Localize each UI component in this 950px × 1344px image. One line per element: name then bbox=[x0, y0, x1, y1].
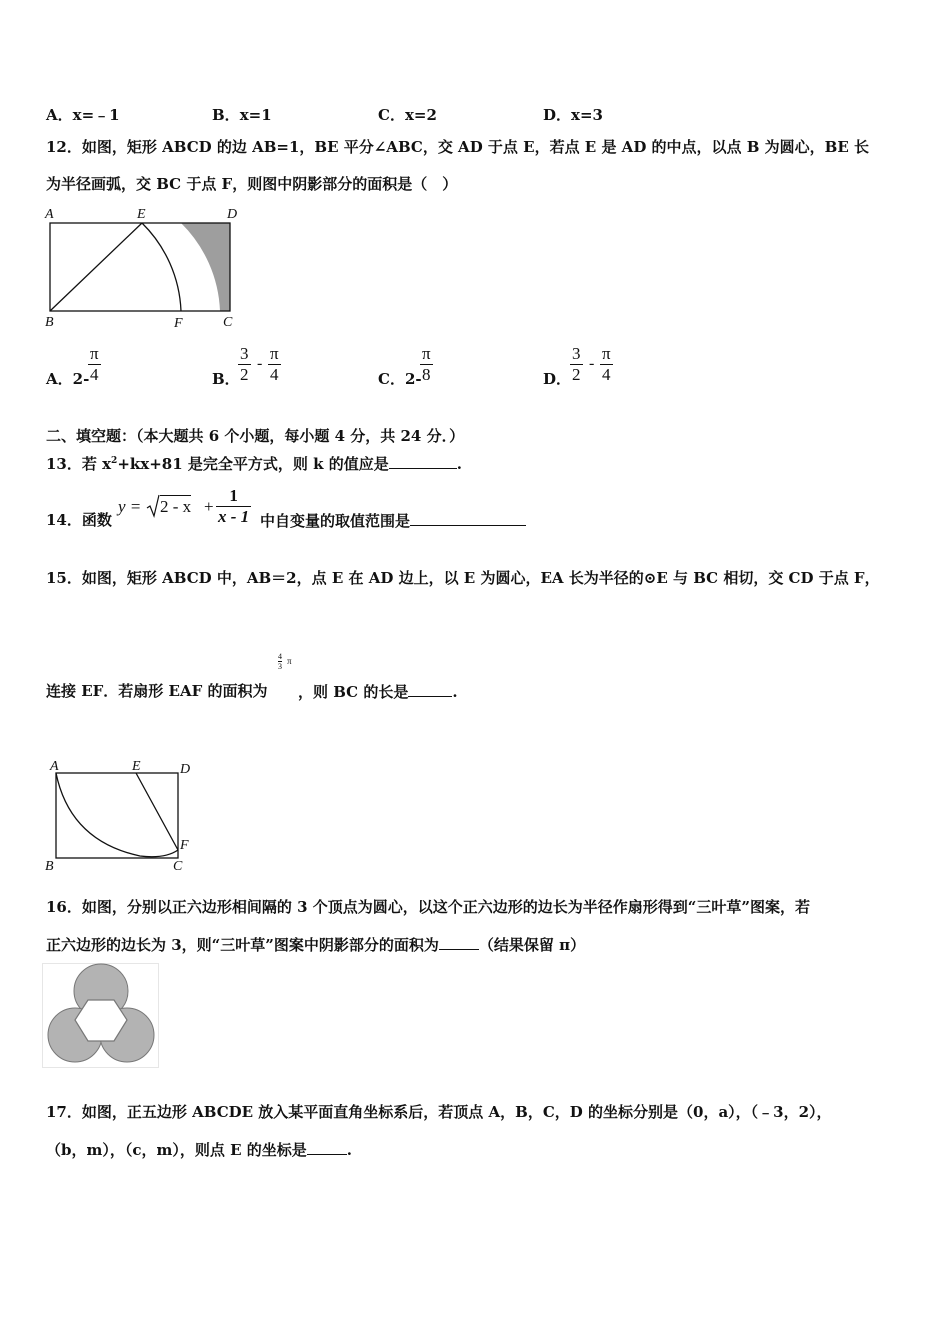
q12-shaded-region bbox=[181, 223, 230, 311]
q15-area-fraction: 4 3 bbox=[278, 652, 282, 671]
q12-option-a-fraction: $\frac{\pi}{4}$ bbox=[90, 344, 99, 384]
q12-line2: 为半径画弧，交 BC 于点 F，则图中阴影部分的面积是（ ） bbox=[46, 175, 458, 193]
q15-figure bbox=[40, 756, 200, 874]
q15-line2-before: 连接 EF．若扇形 EAF 的面积为 bbox=[46, 682, 268, 700]
q14-formula-fraction: $\frac{1}{x - 1}$ bbox=[218, 486, 250, 526]
q12-arc-ef bbox=[142, 223, 181, 228]
q12-option-d-fraction-2: $\frac{\pi}{4}$ bbox=[602, 344, 611, 384]
q12-figure bbox=[40, 203, 250, 333]
q12-option-c: C．2- bbox=[378, 370, 422, 388]
q12-label-f: F bbox=[174, 316, 183, 331]
q15-label-c: C bbox=[173, 859, 183, 874]
q12-label-e: E bbox=[137, 207, 146, 222]
q12-option-d-minus: - bbox=[589, 355, 595, 372]
q12-label-a: A bbox=[45, 207, 54, 222]
q16-blank bbox=[439, 935, 479, 950]
q12-option-b: B． bbox=[212, 370, 240, 388]
q16-line1: 16．如图，分别以正六边形相间隔的 3 个顶点为圆心，以这个正六边形的边长为半径作扇形得到“三叶草”图案，若 bbox=[46, 898, 811, 916]
q15-arc bbox=[56, 773, 178, 857]
q15-line1: 15．如图，矩形 ABCD 中，AB＝2，点 E 在 AD 边上，以 E 为圆心，EA 长为半径的⊙E 与 BC 相切，交 CD 于点 F， bbox=[46, 569, 880, 587]
q15-label-d: D bbox=[180, 762, 191, 777]
q13-text: 13．若 $x^2+kx+81$ 是完全平方式，则 k 的值应是 . bbox=[46, 455, 462, 473]
q12-option-b-minus: - bbox=[257, 355, 263, 372]
q17-line2: （b，m），（c，m），则点 E 的坐标是 . bbox=[46, 1141, 352, 1159]
q16-line2: 正六边形的边长为 3，则“三叶草”图案中阴影部分的面积为 （结果保留 π） bbox=[46, 936, 586, 954]
q15-blank bbox=[408, 682, 452, 697]
q15-segment-ef bbox=[136, 773, 178, 850]
q12-line1: 12．如图，矩形 ABCD 的边 AB=1，BE 平分∠ABC，交 AD 于点 E，若点 E 是 AD 的中点，以点 B 为圆心，BE 长 bbox=[46, 138, 870, 156]
q12-option-b-fraction-1: $\frac{3}{2}$ bbox=[240, 344, 249, 384]
q12-arc bbox=[142, 223, 181, 311]
q14-formula-y: y = bbox=[118, 497, 142, 516]
q12-label-c: C bbox=[223, 315, 233, 330]
q16-figure bbox=[42, 963, 162, 1071]
section-heading: 二、填空题：（本大题共 6 个小题，每小题 4 分，共 24 分．） bbox=[46, 427, 465, 445]
q12-label-b: B bbox=[45, 315, 54, 330]
q14-sqrt-sign bbox=[146, 494, 160, 518]
q12-option-c-fraction: $\frac{\pi}{8}$ bbox=[422, 344, 431, 384]
q15-label-f: F bbox=[180, 838, 189, 853]
q12-label-d: D bbox=[227, 207, 238, 222]
q11-option-d: D．x=3 bbox=[543, 106, 603, 124]
q14-formula-sqrt: 2 - x bbox=[160, 497, 192, 516]
q17-blank bbox=[307, 1140, 347, 1155]
q14-text: 中自变量的取值范围是 bbox=[260, 511, 526, 530]
q17-line1: 17．如图，正五边形 ABCDE 放入某平面直角坐标系后，若顶点 A，B，C，D 的坐标分别是（0，a），（﹣3，2）， bbox=[46, 1103, 832, 1121]
q15-label-e: E bbox=[132, 759, 141, 774]
q12-segment-be bbox=[50, 223, 142, 311]
q14-formula-plus: + bbox=[204, 497, 214, 516]
q11-option-b: B．x=1 bbox=[212, 106, 272, 124]
q12-option-a: A．2- bbox=[46, 370, 90, 388]
q12-option-d: D． bbox=[543, 370, 572, 388]
q11-option-c: C．x=2 bbox=[378, 106, 437, 124]
q14-label: 14．函数 bbox=[46, 511, 112, 529]
q14-blank bbox=[410, 511, 526, 526]
q11-option-a: A．x=﹣1 bbox=[46, 106, 120, 124]
q15-line2-after: ，则 BC 的长是 . bbox=[298, 683, 458, 701]
q15-area-pi: π bbox=[287, 656, 292, 666]
q12-option-d-fraction-1: $\frac{3}{2}$ bbox=[572, 344, 581, 384]
q13-blank bbox=[389, 454, 457, 469]
q15-label-a: A bbox=[50, 759, 59, 774]
q15-label-b: B bbox=[45, 859, 54, 874]
q12-option-b-fraction-2: $\frac{\pi}{4}$ bbox=[270, 344, 279, 384]
